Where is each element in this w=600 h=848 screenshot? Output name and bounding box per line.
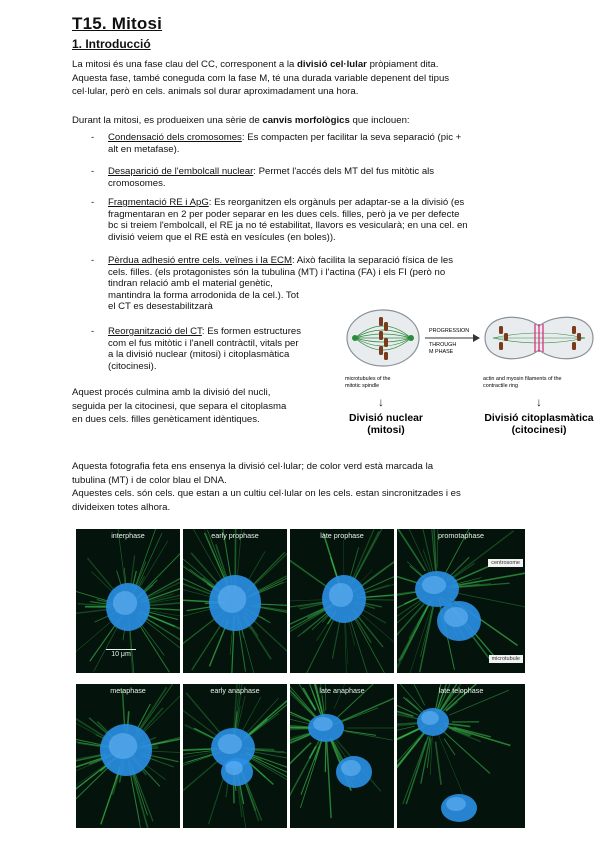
- micrograph-late-prophase: [290, 529, 394, 673]
- page-title: T15. Mitosi: [72, 14, 163, 33]
- list-item: - Pèrdua adhesió entre cels. veïnes i la ECM: Això facilita la separació física de les cels. filles. (els protagonistes són la tubulina (MT) i l'actina (FA) i els FI (però no tindran relació amb el material genètic, mantindra la forma arrodonida de la cel.). Tot el CT es desestabilitzarà: [91, 255, 454, 313]
- left-caption-1: microtubules of the: [345, 376, 391, 382]
- list-item: - Fragmentació RE i ApG: Es reorganitzen els orgànuls per adaptar-se a la divisió (es fragmentaran en 2 per poder separar en les dues cels. filles, però ja ve per defecte bc si treiem l'embolcall, el RE ja no té estabilitat, llavors es vesicularà; en una cel. en divisió veiem que el RE està en vesícules (en boles)).: [91, 197, 468, 243]
- micrograph-late-telophase: [397, 684, 525, 828]
- micrograph-label: late telophase: [438, 686, 484, 695]
- right-title-2: (citocinesi): [511, 425, 567, 436]
- list-item: - Condensació dels cromosomes: Es compacten per facilitar la seva separació (pic + alt en metafase).: [91, 132, 462, 155]
- right-caption-2: contractile ring: [483, 383, 519, 389]
- micrograph-label: interphase: [111, 531, 145, 540]
- right-title-1: Divisió citoplasmàtica: [484, 413, 594, 424]
- down-arrow-right: ↓: [536, 395, 542, 409]
- section-title: 1. Introducció: [72, 37, 151, 51]
- micrograph-metaphase: [76, 684, 180, 828]
- right-caption-1: actin and myosin filaments of the: [483, 376, 562, 382]
- centrosome-right: [408, 335, 414, 341]
- scale-bar: 10 μm: [106, 649, 136, 658]
- list-item: - Desaparició de l'embolcall nuclear: Permet l'accés dels MT del fus mitòtic als cromosomes.: [91, 166, 435, 189]
- micrograph-label: late prophase: [320, 531, 364, 540]
- micrograph-label: late anaphase: [319, 686, 365, 695]
- micrograph-early-prophase: [183, 529, 287, 673]
- photo-description: Aquesta fotografia feta ens ensenya la divisió cel·lular; de color verd està marcada la tubulina (MT) i de color blau el DNA. Aquestes cels. són cels. que estan a un cultiu cel·lular on les cels. estan sincronitzades i es divideixen totes alhora.: [72, 461, 461, 513]
- arrow-label-2: THROUGH: [429, 342, 457, 348]
- closing-paragraph: Aquest procés culmina amb la divisió del nucli, seguida per la citocinesi, que separa el citoplasma en dues cels. filles genèticament idèntiques.: [72, 387, 287, 426]
- left-caption-2: mitotic spindle: [345, 383, 380, 389]
- left-title-1: Divisió nuclear: [349, 413, 423, 424]
- arrow-label-1: PROGRESSION: [429, 328, 470, 334]
- micrograph-promotaphase: [397, 529, 525, 673]
- left-title-2: (mitosi): [367, 425, 405, 436]
- micrograph-interphase: [76, 529, 180, 673]
- centrosome-left: [352, 335, 358, 341]
- micrograph-label: promotaphase: [438, 531, 484, 540]
- micrograph-label: metaphase: [110, 686, 146, 695]
- micrograph-label: early anaphase: [210, 686, 260, 695]
- mitosis-diagram: [343, 300, 600, 440]
- down-arrow-left: ↓: [378, 395, 384, 409]
- changes-intro: Durant la mitosi, es produeixen una sèrie de canvis morfològics que inclouen:: [72, 115, 410, 126]
- micrograph-early-anaphase: [183, 684, 287, 828]
- centrosome-annotation: centrosome: [488, 559, 523, 567]
- mitosis-diagram-svg: [343, 300, 600, 440]
- arrow-label-3: M PHASE: [429, 349, 454, 355]
- micrograph-label: early prophase: [211, 531, 259, 540]
- micrograph-late-anaphase: [290, 684, 394, 828]
- intro-paragraph: La mitosi és una fase clau del CC, corresponent a la divisió cel·lular pròpiament dita. Aquesta fase, també coneguda com la fase M, té una durada variable depenent del tipus cel·lular, però en cels. animals sol durar aproximadament una hora.: [72, 59, 450, 98]
- list-item: - Reorganització del CT: Es formen estructures com el fus mitòtic i l'anell contràctil, vitals per a la divisió nuclear (mitosi) i citoplasmàtica (citocinesi).: [91, 326, 302, 372]
- microtubule-annotation: microtubule: [489, 655, 523, 663]
- progression-arrowhead: [473, 334, 480, 342]
